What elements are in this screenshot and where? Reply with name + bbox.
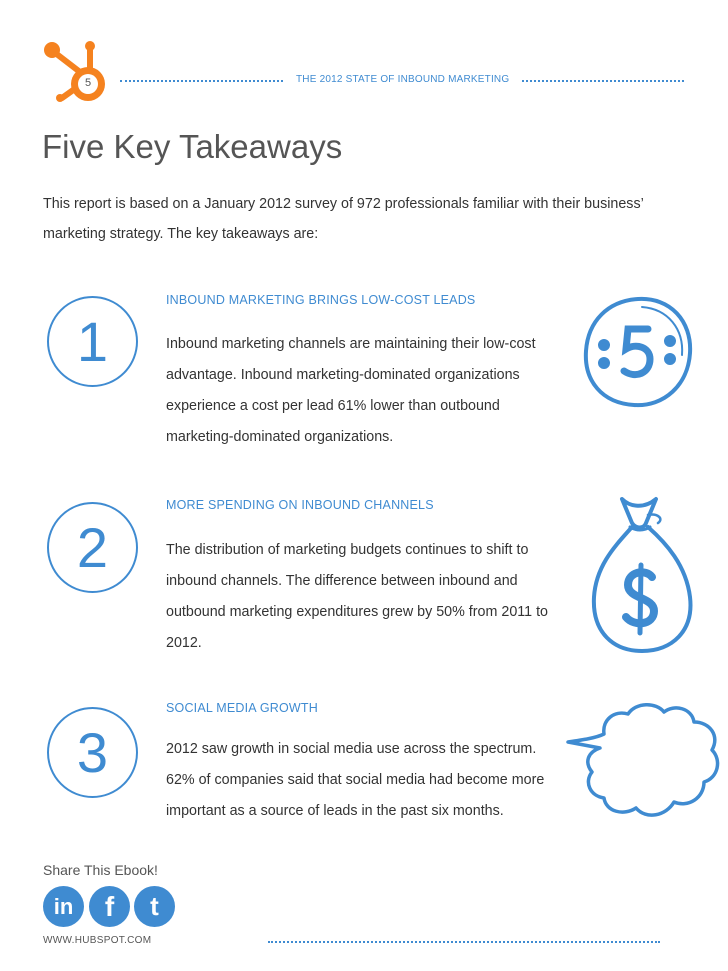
takeaway-1-number: 1 [76, 309, 109, 373]
linkedin-share-button[interactable] [43, 886, 84, 927]
takeaway-1-heading: INBOUND MARKETING BRINGS LOW-COST LEADS [166, 293, 476, 307]
takeaway-2-number-circle [47, 502, 138, 593]
header-title: THE 2012 STATE OF INBOUND MARKETING [296, 74, 510, 85]
share-label: Share This Ebook! [43, 862, 158, 878]
linkedin-icon: in [53, 893, 74, 919]
takeaway-2-number: 2 [76, 515, 109, 579]
page-number: 5 [84, 77, 92, 89]
takeaway-2-heading: MORE SPENDING ON INBOUND CHANNELS [166, 498, 434, 512]
footer-divider [268, 941, 660, 943]
money-bag-icon [586, 493, 698, 663]
hubspot-logo [40, 40, 120, 102]
header-divider-right [522, 80, 684, 82]
intro-paragraph: This report is based on a January 2012 survey of 972 professionals familiar with their business’ marketing strategy. The key takeaways are: [43, 196, 644, 242]
facebook-share-button[interactable] [89, 886, 130, 927]
page-title: Five Key Takeaways [42, 128, 343, 165]
takeaway-2-body: The distribution of marketing budgets continues to shift to inbound channels. The difference between inbound and outbound marketing expenditures grew by 50% from 2011 to 2012. [166, 542, 549, 651]
five-coin-icon [578, 293, 698, 418]
takeaway-3-number: 3 [76, 720, 109, 784]
takeaway-1-body: Inbound marketing channels are maintaining their low-cost advantage. Inbound marketing-dominated organizations experience a cost per lead 61% lower than outbound marketing-dominated organizations. [166, 336, 536, 445]
takeaway-3-number-circle [47, 707, 138, 798]
header-divider-left [120, 80, 283, 82]
twitter-icon: t [150, 891, 159, 921]
takeaway-3-heading: SOCIAL MEDIA GROWTH [166, 701, 318, 715]
takeaway-1-number-circle [47, 296, 138, 387]
facebook-icon: f [104, 890, 115, 922]
twitter-share-button[interactable] [134, 886, 175, 927]
speech-bubble-icon [566, 698, 724, 833]
takeaway-3-body: 2012 saw growth in social media use across the spectrum. 62% of companies said that social media had become more important as a source of leads in the past six months. [166, 741, 545, 819]
footer-url[interactable]: WWW.HUBSPOT.COM [43, 935, 152, 946]
